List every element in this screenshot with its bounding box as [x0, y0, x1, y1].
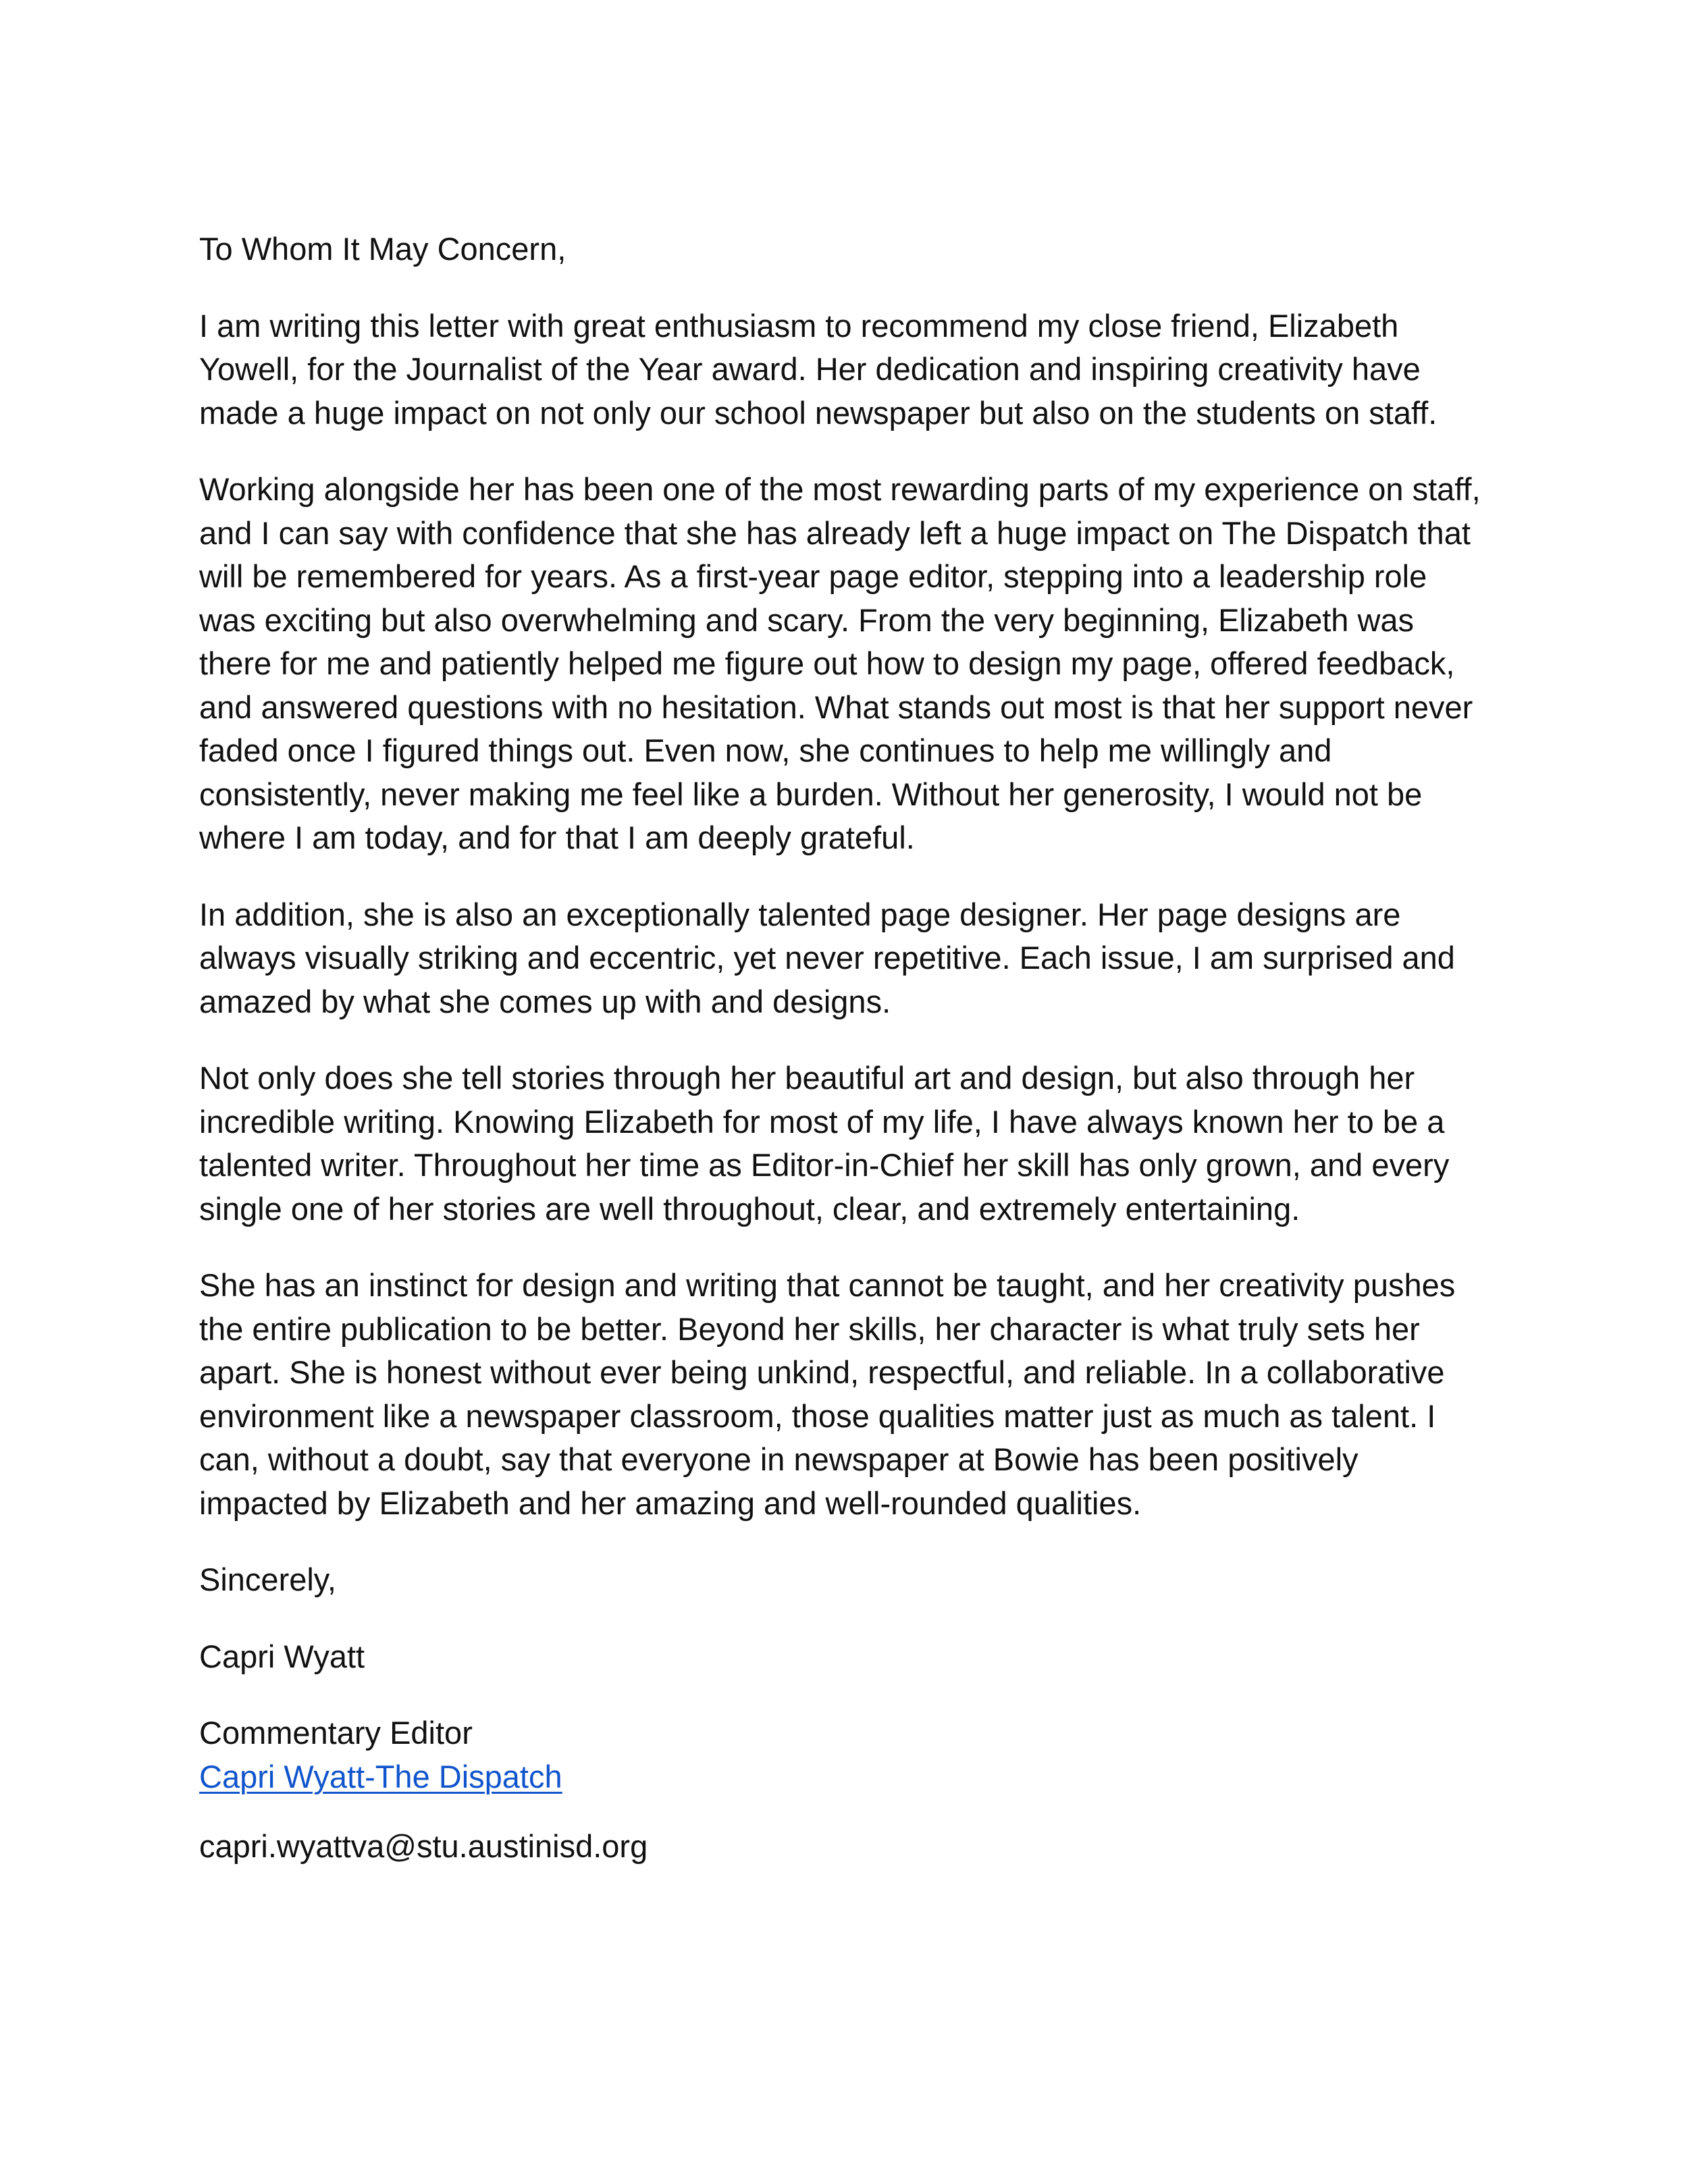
profile-link[interactable]: Capri Wyatt-The Dispatch [199, 1758, 562, 1794]
paragraph-page-designer: In addition, she is also an exceptionally talented page designer. Her page designs are always visually striking and eccentric, yet never repetitive. Each issue, I am surprised and amazed by what she comes up with and designs. [199, 896, 1455, 1019]
closing: Sincerely, [199, 1562, 336, 1597]
email-address: capri.wyattva@stu.austinisd.org [199, 1828, 648, 1864]
paragraph-character: She has an instinct for design and writing that cannot be taught, and her creativity pushes the entire publication to be better. Beyond her skills, her character is what truly sets her apart. She is honest without ever being unkind, respectful, and reliable. In a collaborative environment like a newspaper classroom, those qualities matter just as much as talent. I can, without a doubt, say that everyone in newspaper at Bowie has been positively impacted by Elizabeth and her amazing and well-rounded qualities. [199, 1267, 1456, 1521]
paragraph-writing: Not only does she tell stories through her beautiful art and design, but also through her incredible writing. Knowing Elizabeth for most of my life, I have always known her to be a talented writer. Throughout her time as Editor-in-Chief her skill has only grown, and every single one of her stories are well throughout, clear, and extremely entertaining. [199, 1060, 1450, 1227]
paragraph-intro: I am writing this letter with great enthusiasm to recommend my close friend, Elizabeth Yowell, for the Journalist of the Year award. Her dedication and inspiring creativity have made a huge impact on not only our school newspaper but also on the students on staff. [199, 307, 1438, 431]
letter-body [199, 228, 1489, 1902]
salutation: To Whom It May Concern, [199, 231, 566, 267]
signature-name: Capri Wyatt [199, 1638, 365, 1674]
signature-title: Commentary Editor [199, 1715, 473, 1751]
paragraph-working-alongside: Working alongside her has been one of the most rewarding parts of my experience on staff, and I can say with confidence that she has already left a huge impact on The Dispatch that will be remembered for years. As a first-year page editor, stepping into a leadership role was exciting but also overwhelming and scary. From the very beginning, Elizabeth was there for me and patiently helped me figure out how to design my page, offered feedback, and answered questions with no hesitation. What stands out most is that her support never faded once I figured things out. Even now, she continues to help me willingly and consistently, never making me feel like a burden. Without her generosity, I would not be where I am today, and for that I am deeply grateful. [199, 471, 1481, 855]
profile-link-row [199, 1755, 1489, 1799]
